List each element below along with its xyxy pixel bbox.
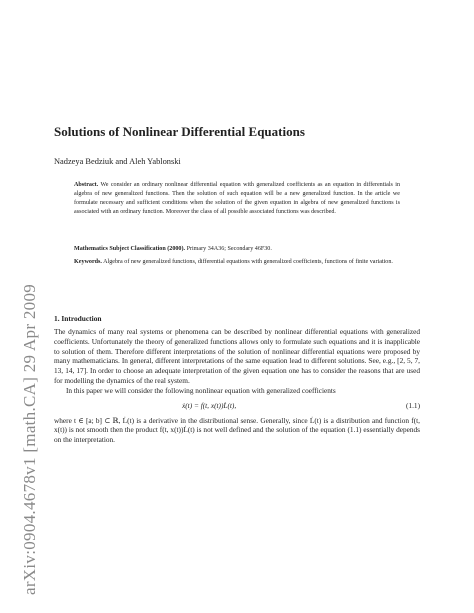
section-body: [54, 327, 420, 445]
keywords-label: Keywords.: [74, 259, 102, 265]
keywords: [74, 258, 400, 267]
abstract-text: We consider an ordinary nonlinear differential equation with generalized coefficients as an equation in differentials in algebra of new generalized functions. Then the solution of such equation will be a new generalized function. In the article we formulate necessary and sufficient conditions when the solution of the given equation in algebra of new generalized functions is associated with an ordinary function. Moreover the class of all possible associated functions was described.: [74, 182, 401, 215]
paragraph-1: The dynamics of many real systems or phenomena can be described by nonlinear differential equations with generalized coefficients. Unfortunately the theory of generalized functions allows only to formulate such equations and it is inapplicable to solution of them. Therefore different interpretations of the solution of nonlinear differential equations were proposed by many mathematicians. In general, different interpretations of the same equation lead to different solutions. See, e.g., [2, 5, 7, 13, 14, 17]. In order to choose an adequate interpretation of the given equation one has to consider the reasons that are used for modelling the dynamics of the real system.: [54, 327, 420, 385]
paragraph-3: where t ∈ [a; b] ⊂ ℝ, L̇(t) is a derivative in the distributional sense. Generally, since L̇(t) is a distribution and function f(t, x(t)) is not smooth then the product f(t, x(t))L̇(t) is not well defined and the solution of the equation (1.1) essentially depends on the interpretation.: [54, 415, 420, 445]
keywords-text: Algebra of new generalized functions, differential equations with generalized coefficients, functions of finite variation.: [103, 259, 393, 265]
msc-label: Mathematics Subject Classification (2000).: [74, 246, 186, 252]
abstract-label: Abstract.: [74, 182, 99, 188]
equation-1-1: [54, 398, 420, 416]
equation-number: (1.1): [406, 400, 420, 410]
paper-authors: Nadzeya Bedziuk and Aleh Yablonski: [54, 157, 181, 166]
paragraph-2: In this paper we will consider the following nonlinear equation with generalized coefficients: [66, 385, 336, 395]
section-heading: 1. Introduction: [54, 314, 102, 323]
arxiv-id-text: arXiv:0904.4678v1 [math.CA] 29 Apr 2009: [20, 283, 39, 595]
abstract: [74, 181, 400, 217]
msc-text: Primary 34A36; Secondary 46F30.: [186, 246, 272, 252]
equation-body: ẋ(t) = f(t, x(t))L̇(t),: [182, 400, 237, 410]
paper-title: Solutions of Nonlinear Differential Equations: [54, 124, 305, 139]
msc-classification: [74, 245, 400, 254]
